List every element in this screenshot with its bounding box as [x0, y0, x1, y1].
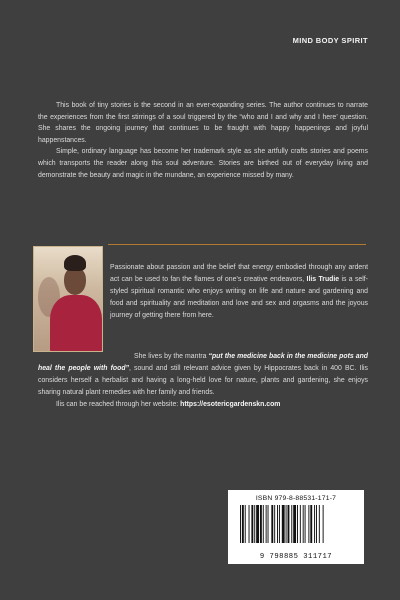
- barcode-bar: [323, 505, 324, 543]
- barcode-bar: [245, 505, 246, 543]
- author-mantra: “put the medicine back in the medicine pots and heal the people with food”: [38, 353, 369, 372]
- barcode-bar: [291, 505, 292, 543]
- barcode-bar: [305, 505, 306, 543]
- author-name: Ilis Trudie: [306, 276, 340, 283]
- barcode-bar: [260, 505, 262, 543]
- accent-divider: [108, 244, 366, 245]
- barcode-digits: 9 798885 311717: [259, 553, 333, 561]
- barcode-bar: [300, 505, 301, 543]
- barcode-bars: [240, 505, 352, 549]
- barcode-bar: [263, 505, 264, 543]
- photo-face: [64, 267, 86, 295]
- isbn-label: ISBN 979-8-88531-171-7: [255, 495, 337, 502]
- barcode-bar: [240, 505, 241, 543]
- barcode-bar: [297, 505, 298, 543]
- bio-p2-after: , sound and still relevant advice given by Hippocrates back in 400 BC. Ilis considers herself a herbalist and having a long-held love for nature, plants and gardening, she enjoys sharing natural plant remedies with her family and friends.: [38, 365, 368, 396]
- barcode-bar: [266, 505, 267, 543]
- photo-hair: [64, 255, 86, 271]
- barcode-bar: [254, 505, 255, 543]
- barcode-bar: [310, 505, 312, 543]
- barcode-bar: [286, 505, 287, 543]
- bio-paragraph-2: [38, 351, 368, 399]
- bio-p3-before: Ilis can be reached through her website:: [56, 401, 181, 408]
- barcode-bar: [319, 505, 320, 543]
- barcode-bar: [279, 505, 280, 543]
- author-website: https://esotericgardenskn.com: [180, 401, 281, 408]
- barcode-bar: [271, 505, 273, 543]
- category-label: MIND BODY SPIRIT: [292, 36, 368, 45]
- barcode-bar: [274, 505, 275, 543]
- barcode-bar: [288, 505, 290, 543]
- barcode-bar: [303, 505, 304, 543]
- bio-p1-before: Passionate about passion and the belief that energy embodied through any ardent act can be used to fan the flames of one’s creative endeavors,: [110, 264, 368, 283]
- book-description: [38, 100, 368, 181]
- author-photo: [33, 246, 103, 352]
- bio-p2-before: She lives by the mantra: [134, 353, 209, 360]
- barcode-bar: [293, 505, 296, 543]
- author-bio-top: [110, 262, 368, 322]
- photo-dress: [50, 295, 102, 352]
- barcode-bar: [316, 505, 317, 543]
- barcode-bar: [242, 505, 244, 543]
- barcode-bar: [308, 505, 309, 543]
- barcode-bar: [314, 505, 315, 543]
- bio-paragraph-1: [110, 262, 368, 322]
- barcode-bar: [277, 505, 278, 543]
- barcode-bar: [282, 505, 285, 543]
- barcode-bar: [249, 505, 250, 543]
- description-paragraph-2: Simple, ordinary language has become her trademark style as she artfully crafts stories and poems which transports the reader along this soul adventure. Stories are birthed out of everyday living and demonstrate the beauty and magic in the mundane, an experience missed by many.: [38, 148, 368, 179]
- description-paragraph-1: This book of tiny stories is the second in an ever-expanding series. The author continues to narrate the experiences from the first stirrings of a soul triggered by the “who and I and why and I here’ question. She shares the ongoing journey that continues to be fraught with happy happenings and joyful happenstances.: [38, 102, 368, 144]
- barcode-bar: [268, 505, 269, 543]
- author-bio-bottom: [38, 351, 368, 411]
- bio-p1-after: is a self-styled spiritual romantic who enjoys writing on life and nature and gardening and food and spirituality and meditation and love and sex and orgasms and the joyous journey of getting there from here.: [110, 276, 368, 319]
- barcode-bar: [251, 505, 253, 543]
- bio-paragraph-3: [38, 399, 368, 411]
- barcode-bar: [256, 505, 259, 543]
- isbn-barcode: [228, 490, 364, 564]
